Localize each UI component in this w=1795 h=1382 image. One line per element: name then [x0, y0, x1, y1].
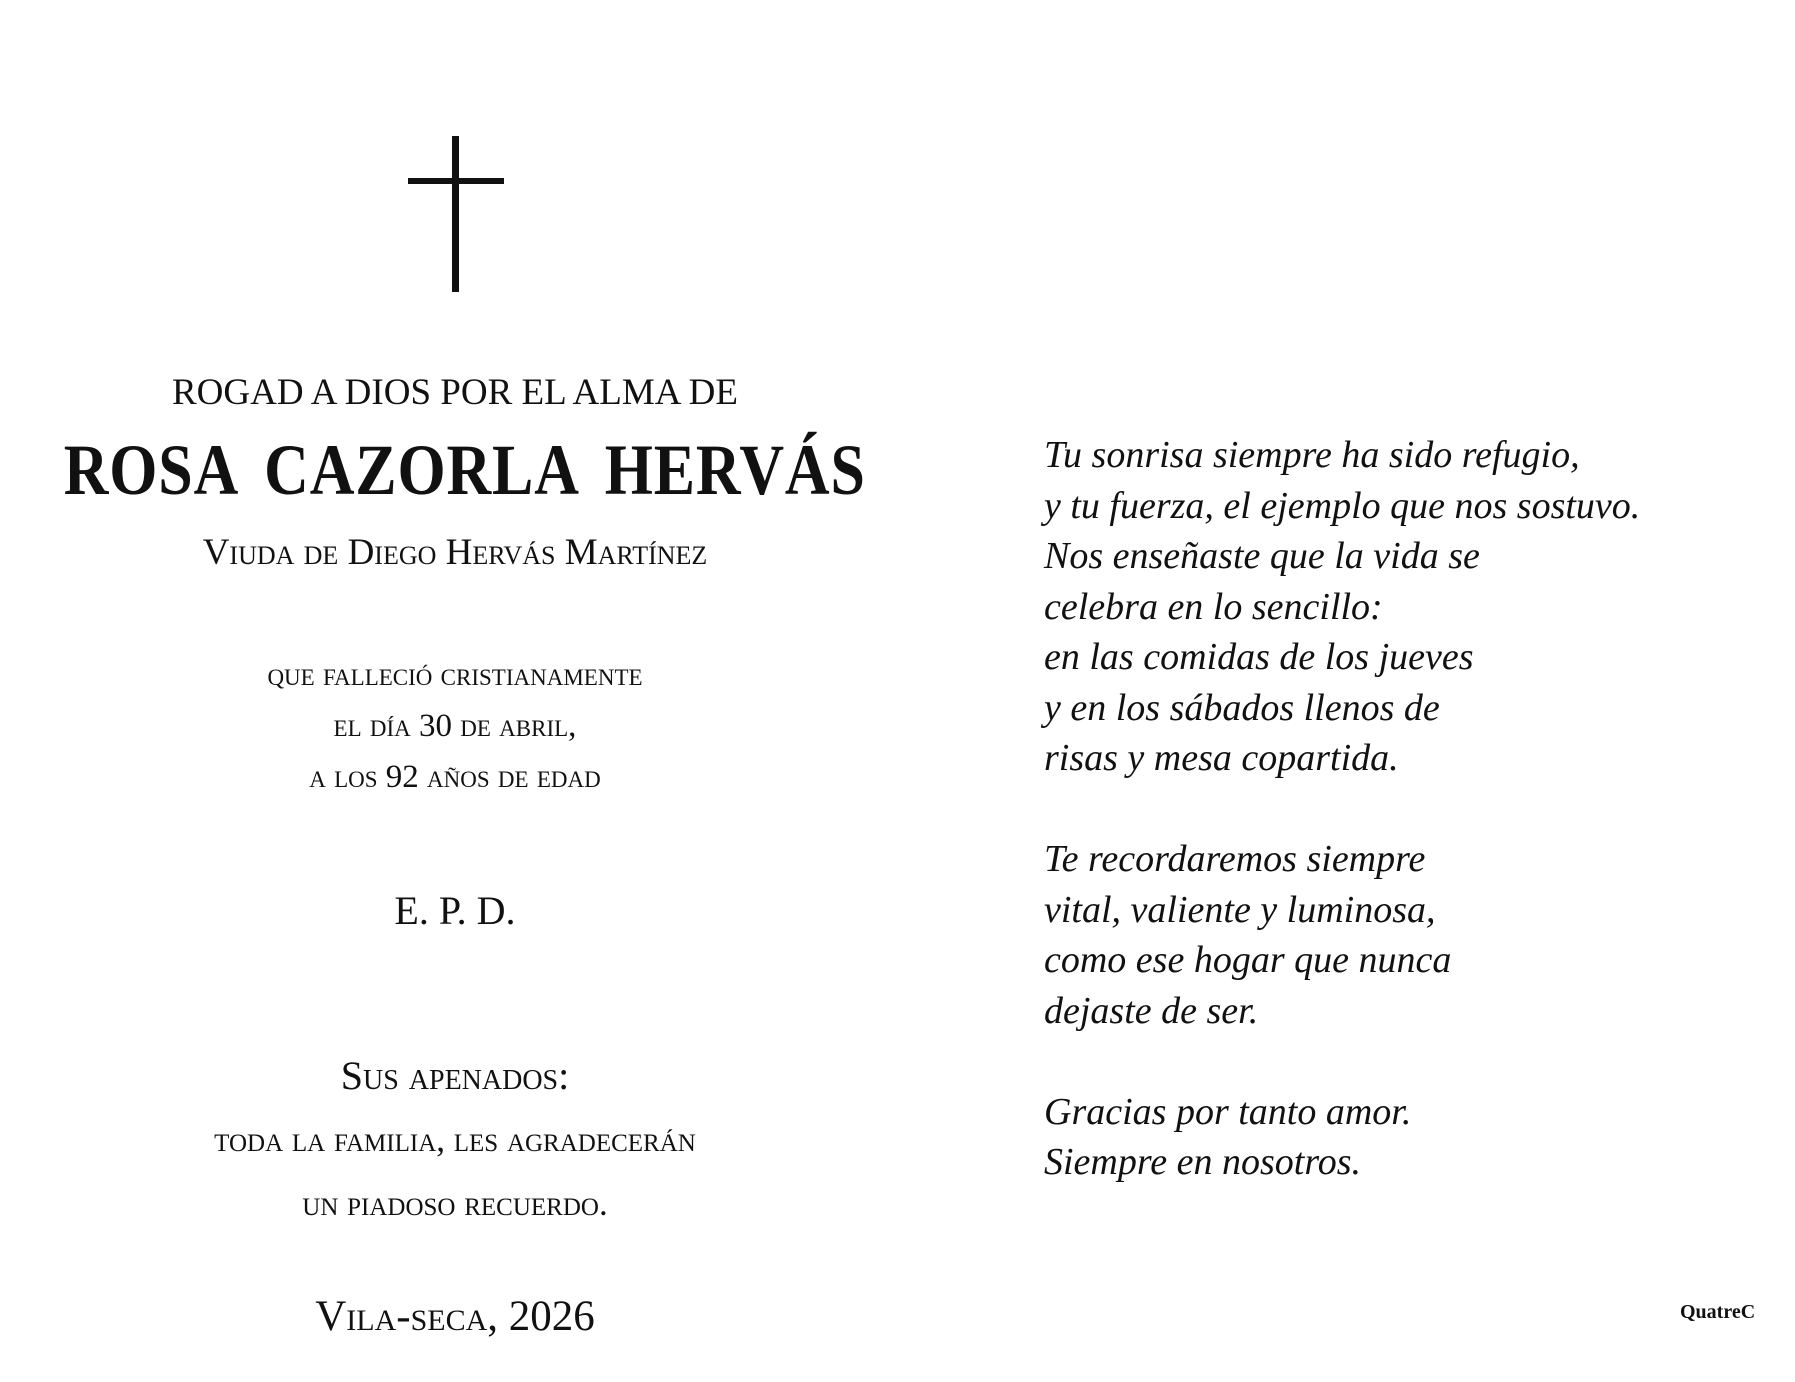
poem-line: como ese hogar que nunca	[1044, 939, 1452, 981]
poem-line: Nos enseñaste que la vida se	[1044, 535, 1480, 577]
poem-line: Tu sonrisa siempre ha sido refugio,	[1044, 434, 1580, 476]
death-line: el día 30 de abril,	[333, 708, 577, 744]
stanza-break	[1044, 784, 1640, 835]
cross-vertical-bar	[452, 136, 459, 292]
mourners-line: un piadoso recuerdo.	[302, 1184, 608, 1223]
deceased-name: ROSA CAZORLA HERVÁS	[63, 430, 866, 510]
cross-horizontal-bar	[408, 178, 504, 184]
maker-mark: QuatreC	[1680, 1301, 1756, 1323]
memorial-poem	[1044, 430, 1640, 1188]
death-notice	[0, 650, 910, 803]
death-line: a los 92 años de edad	[309, 759, 601, 795]
poem-line: risas y mesa copartida.	[1044, 737, 1399, 779]
death-line: que falleció cristianamente	[267, 657, 643, 693]
poem-line: Siempre en nosotros.	[1044, 1141, 1361, 1183]
poem-line: y tu fuerza, el ejemplo que nos sostuvo.	[1044, 484, 1641, 527]
poem-line: dejaste de ser.	[1044, 989, 1259, 1032]
poem-line: celebra en lo sencillo:	[1044, 585, 1383, 628]
place-year: Vila-seca, 2026	[315, 1293, 595, 1340]
poem-line: Te recordaremos siempre	[1044, 838, 1426, 880]
stanza-break	[1044, 1036, 1640, 1087]
mourners-line: toda la familia, les agradecerán	[214, 1120, 696, 1159]
poem-line: vital, valiente y luminosa,	[1044, 888, 1436, 931]
mourners-heading: Sus apenados:	[340, 1053, 570, 1098]
poem-line: y en los sábados llenos de	[1044, 686, 1440, 729]
rest-in-peace: E. P. D.	[394, 888, 516, 933]
mourners-block	[0, 1044, 910, 1236]
prayer-intro: ROGAD A DIOS POR EL ALMA DE	[171, 372, 739, 413]
latin-cross-icon	[408, 136, 504, 292]
widow-of-line: Viuda de Diego Hervás Martínez	[202, 532, 708, 573]
poem-line: en las comidas de los jueves	[1044, 636, 1474, 678]
poem-line: Gracias por tanto amor.	[1044, 1090, 1412, 1133]
